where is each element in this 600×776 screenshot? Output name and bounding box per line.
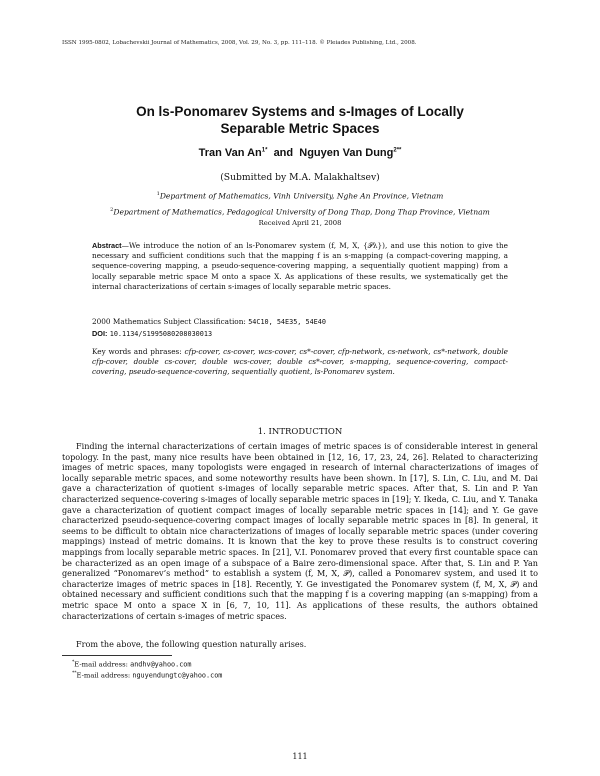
journal-header: ISSN 1995-0802, Lobachevskii Journal of Mathematics, 2008, Vol. 29, No. 3, pp. 111–118. © Pleiades Publishing, Ltd., 2008. — [62, 40, 417, 46]
page-number: 111 — [292, 752, 308, 761]
intro-paragraph-1: Finding the internal characterizations of certain images of metric spaces is of considerable interest in general topology. In the past, many nice results have been obtained in [12, 16, 17, 23, 24, 26]. Related to characterizing images of metric spaces, many topologists were engaged in research of internal characterizations of images of locally separable metric spaces, and some noteworthy results have been shown. In [17], S. Lin, C. Liu, and M. Dai gave a characterization of quotient s-images of locally separable metric spaces. After that, S. Lin and P. Yan characterized sequence-covering s-images of locally separable metric spaces in [19]; Y. Ikeda, C. Liu, and Y. Tanaka gave a characterization of quotient compact images of locally separable metric spaces in [14]; and Y. Ge gave characterized pseudo-sequence-covering compact images of locally separable metric spaces in [8]. In general, it seems to be difficult to obtain nice characterizations of images of locally separable metric spaces (under covering mappings) instead of metric domains. It is known that the key to prove these results is to construct covering mappings from locally separable metric spaces. In [21], V.I. Ponomarev proved that every first countable space can be characterized as an open image of a subspace of a Baire zero-dimensional space. After that, S. Lin and P. Yan generalized “Ponomarev’s method” to establish a system (f, M, X, 𝒫), called a Ponomarev system, and used it to characterize images of metric spaces in [18]. Recently, Y. Ge investigated the Ponomarev system (f, M, X, 𝒫) and obtained necessary and sufficient conditions such that the mapping f is a covering mapping (an s-mapping) from a metric space M onto a space X in [6, 7, 10, 11]. As applications of these results, the authors obtained characterizations of certain s-images of metric spaces. — [62, 441, 538, 621]
footnote-2-sup: ** — [72, 671, 77, 676]
keywords — [92, 347, 508, 378]
keywords-label: Key words and phrases: — [92, 347, 182, 356]
footnote-2 — [72, 671, 222, 679]
footnote-2-email[interactable]: nguyendungtc@yahoo.com — [132, 671, 223, 680]
affiliation-1 — [40, 191, 560, 201]
footnote-2-label: E-mail address: — [76, 671, 131, 680]
footnote-1-sup: * — [72, 660, 75, 665]
author-2-sup: 2** — [393, 147, 402, 154]
author-and: and — [273, 147, 294, 159]
section-heading-introduction: 1. INTRODUCTION — [257, 427, 343, 437]
footnote-divider — [62, 655, 172, 656]
doi-link[interactable]: 10.1134/S1995080208030013 — [109, 330, 213, 338]
intro-paragraph-2: From the above, the following question naturally arises. — [76, 639, 307, 649]
abstract-text: —We introduce the notion of an ls-Ponomarev system (f, M, X, {𝒫λ}), and use this notion to give the necessary and sufficient conditions such that the mapping f is an s-mapping (a compact-covering mapping, a sequence-covering mapping, a pseudo-sequence-covering mapping, a sequentially quotient mapping) from a locally separable metric space M onto a space X. As applications of these results, we systematically get the internal characterizations of certain s-images of locally separable metric spaces. — [92, 241, 508, 291]
footnote-1-label: E-mail address: — [74, 660, 128, 669]
affiliation-2 — [40, 207, 560, 217]
submitted-by: (Submitted by M.A. Malakhaltsev) — [220, 172, 380, 183]
footnote-1-email[interactable]: andhv@yahoo.com — [130, 660, 192, 669]
keywords-text: cfp-cover, cs-cover, wcs-cover, cs*-cover, cfp-network, cs-network, cs*-network, double cfp-cover, double cs-cover, double wcs-cover, double cs*-cover, s-mapping, sequence-covering, compact-covering, pseudo-sequence-covering, sequentially quotient, ls-Ponomarev system. — [92, 347, 508, 377]
affiliation-2-text: Department of Mathematics, Pedagogical University of Dong Thap, Dong Thap Province, Vietnam — [113, 207, 490, 217]
msc-codes: 54C10, 54E35, 54E40 — [248, 318, 326, 326]
abstract-label: Abstract — [92, 241, 122, 250]
paper-title-line-1: On ls-Ponomarev Systems and s-Images of Locally — [136, 104, 464, 119]
abstract — [92, 241, 508, 292]
affiliation-2-sup: 2 — [110, 207, 114, 213]
affiliation-1-sup: 1 — [156, 191, 160, 197]
author-2-name: Nguyen Van Dung — [299, 147, 394, 159]
author-1-sup: 1* — [261, 147, 268, 154]
author-1-name: Tran Van An — [198, 147, 262, 159]
msc-classification — [92, 317, 512, 326]
doi-line — [92, 329, 512, 338]
footnote-1 — [72, 660, 192, 668]
doi-label: DOI: — [92, 329, 108, 338]
msc-label: 2000 Mathematics Subject Classification: — [92, 317, 246, 326]
received-date: Received April 21, 2008 — [258, 219, 342, 227]
author-line — [60, 147, 540, 159]
paper-title-line-2: Separable Metric Spaces — [220, 121, 380, 136]
affiliation-1-text: Department of Mathematics, Vinh University, Nghe An Province, Vietnam — [159, 191, 444, 201]
